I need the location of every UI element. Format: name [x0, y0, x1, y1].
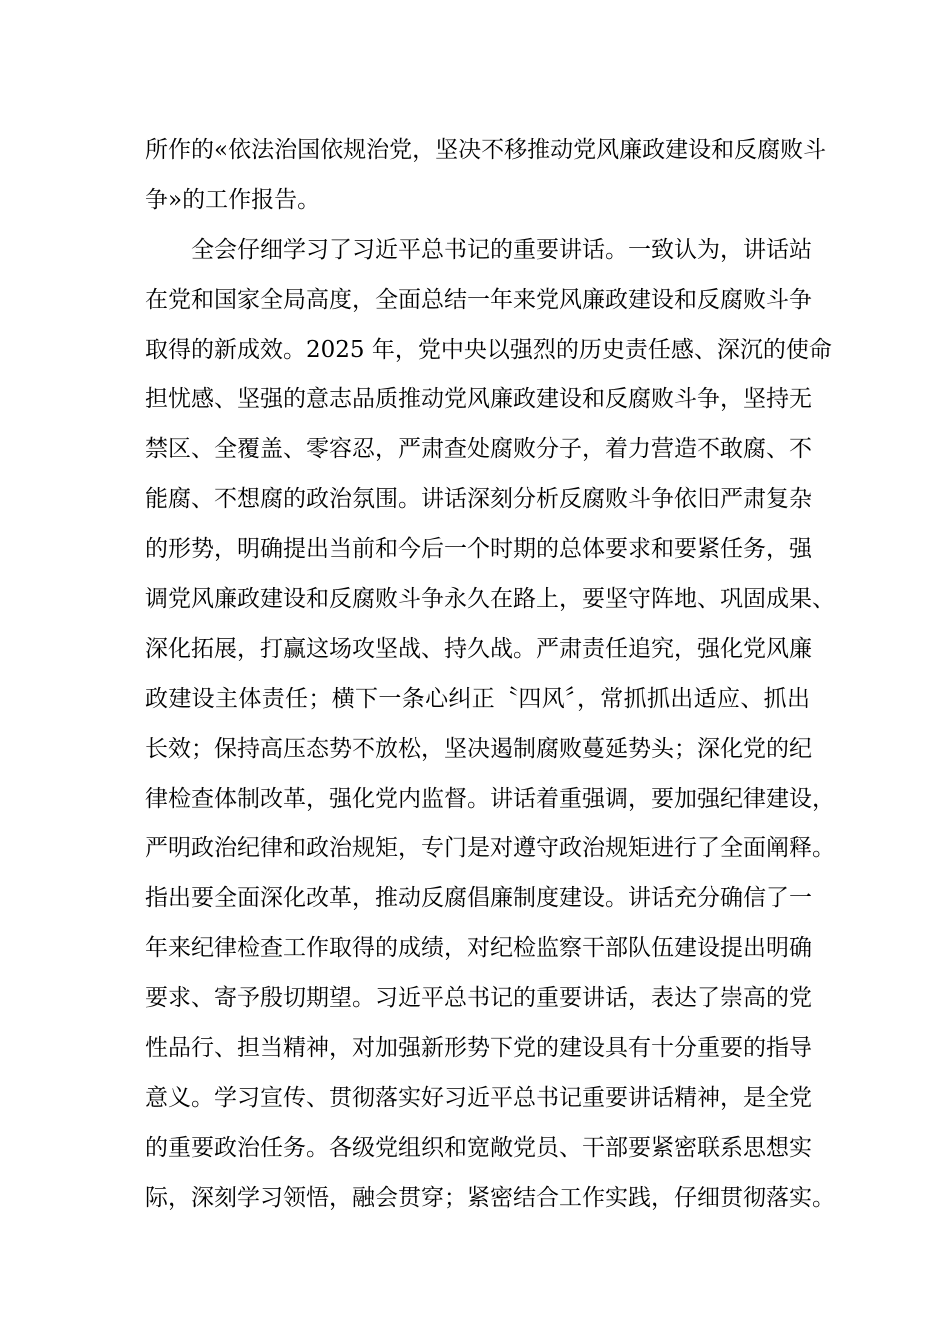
- text-line: 取得的新成效。2025 年，党中央以强烈的历史责任感、深沉的使命: [145, 336, 832, 363]
- text-line: 担忧感、坚强的意志品质推动党风廉政建设和反腐败斗争，坚持无: [145, 386, 812, 413]
- text-line: 要求、寄予殷切期望。习近平总书记的重要讲话，表达了崇高的党: [145, 985, 812, 1012]
- text-line: 政建设主体责任；横下一条心纠正〝四风〞，常抓抓出适应、抓出: [145, 685, 810, 712]
- text-line: 律检查体制改革，强化党内监督。讲话着重强调，要加强纪律建设，: [145, 785, 835, 812]
- text-line: 全会仔细学习了习近平总书记的重要讲话。一致认为，讲话站: [191, 236, 812, 263]
- text-line: 深化拓展，打赢这场攻坚战、持久战。严肃责任追究，强化党风廉: [145, 635, 812, 662]
- text-line: 禁区、全覆盖、零容忍，严肃查处腐败分子，着力营造不敢腐、不: [145, 436, 812, 463]
- text-line: 的形势，明确提出当前和今后一个时期的总体要求和要紧任务，强: [145, 536, 812, 563]
- text-line: 争»的工作报告。: [145, 186, 321, 213]
- document-body: [145, 126, 835, 1224]
- text-line: 际，深刻学习领悟，融会贯穿；紧密结合工作实践，仔细贯彻落实。: [145, 1184, 835, 1211]
- text-line: 能腐、不想腐的政治氛围。讲话深刻分析反腐败斗争依旧严肃复杂: [145, 486, 812, 513]
- paragraph: [145, 126, 827, 226]
- text-line: 的重要政治任务。各级党组织和宽敞党员、干部要紧密联系思想实: [145, 1134, 812, 1161]
- text-line: 严明政治纪律和政治规矩，专门是对遵守政治规矩进行了全面阐释。: [145, 835, 835, 862]
- text-line: 年来纪律检查工作取得的成绩，对纪检监察干部队伍建设提出明确: [145, 935, 812, 962]
- text-line: 意义。学习宣传、贯彻落实好习近平总书记重要讲话精神，是全党: [145, 1084, 812, 1111]
- text-line: 指出要全面深化改革，推动反腐倡廉制度建设。讲话充分确信了一: [145, 885, 812, 912]
- text-line: 调党风廉政建设和反腐败斗争永久在路上，要坚守阵地、巩固成果、: [145, 586, 835, 613]
- text-line: 在党和国家全局高度，全面总结一年来党风廉政建设和反腐败斗争: [145, 286, 812, 313]
- paragraph: [145, 226, 835, 1224]
- text-line: 所作的«依法治国依规治党，坚决不移推动党风廉政建设和反腐败斗: [145, 137, 827, 163]
- text-line: 性品行、担当精神，对加强新形势下党的建设具有十分重要的指导: [145, 1035, 812, 1062]
- text-line: 长效；保持高压态势不放松，坚决遏制腐败蔓延势头；深化党的纪: [145, 735, 812, 762]
